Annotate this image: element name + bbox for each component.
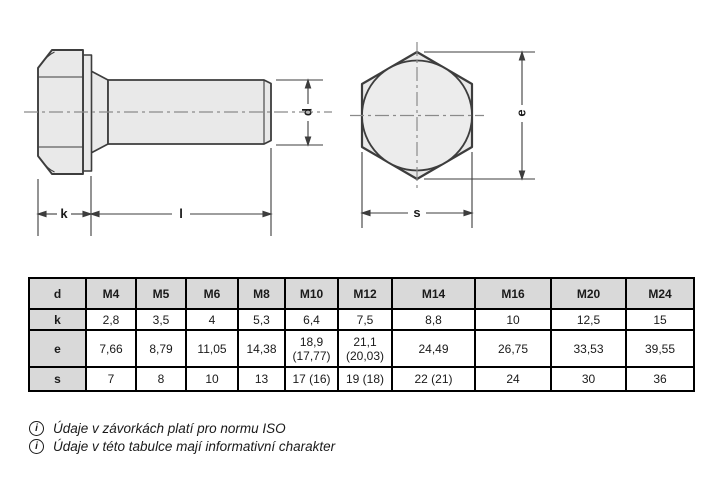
table-cell: 7,66 xyxy=(86,330,136,367)
table-cell: 8,79 xyxy=(136,330,186,367)
table-header-cell: M12 xyxy=(338,278,392,309)
footnotes xyxy=(29,421,335,457)
info-icon: i xyxy=(29,439,44,454)
table-cell: 15 xyxy=(626,309,694,330)
table-corner-cell: d xyxy=(29,278,86,309)
footnote-text: Údaje v závorkách platí pro normu ISO xyxy=(53,421,286,436)
table-header-cell: M14 xyxy=(392,278,475,309)
table-cell: 8,8 xyxy=(392,309,475,330)
table-header-cell: M5 xyxy=(136,278,186,309)
table-cell: 10 xyxy=(186,367,238,391)
footnote-text: Údaje v této tabulce mají informativní charakter xyxy=(53,439,336,454)
table-cell: 39,55 xyxy=(626,330,694,367)
table-cell: 8 xyxy=(136,367,186,391)
table-cell: 11,05 xyxy=(186,330,238,367)
table-header-cell: M24 xyxy=(626,278,694,309)
table-cell: 18,9 (17,77) xyxy=(285,330,338,367)
table-header-cell: M20 xyxy=(551,278,626,309)
table-row-label: s xyxy=(29,367,86,391)
table-cell: 5,3 xyxy=(238,309,285,330)
table-cell: 14,38 xyxy=(238,330,285,367)
dimension-label-k: k xyxy=(60,206,68,221)
dimension-label-e: e xyxy=(513,109,529,117)
table-cell: 13 xyxy=(238,367,285,391)
table-cell: 7 xyxy=(86,367,136,391)
table-cell: 7,5 xyxy=(338,309,392,330)
table-cell: 6,4 xyxy=(285,309,338,330)
table-header-cell: M16 xyxy=(475,278,551,309)
table-header-cell: M4 xyxy=(86,278,136,309)
table-cell: 3,5 xyxy=(136,309,186,330)
table-cell: 4 xyxy=(186,309,238,330)
info-icon: i xyxy=(29,421,44,436)
table-row-label: k xyxy=(29,309,86,330)
table-cell: 33,53 xyxy=(551,330,626,367)
table-cell: 10 xyxy=(475,309,551,330)
table-cell: 26,75 xyxy=(475,330,551,367)
dimension-label-l: l xyxy=(179,206,183,221)
dimension-label-s: s xyxy=(413,205,421,220)
table-cell: 19 (18) xyxy=(338,367,392,391)
footnote-item xyxy=(29,421,335,436)
table-row-label: e xyxy=(29,330,86,367)
dimension-table xyxy=(28,277,695,392)
table-cell: 17 (16) xyxy=(285,367,338,391)
dimension-label-d: d xyxy=(299,108,315,116)
table-header-cell: M6 xyxy=(186,278,238,309)
bolt-head-view xyxy=(350,42,484,190)
table-cell: 36 xyxy=(626,367,694,391)
table-cell: 24,49 xyxy=(392,330,475,367)
footnote-item xyxy=(29,439,335,454)
table-cell: 24 xyxy=(475,367,551,391)
table-section xyxy=(28,277,695,392)
table-header-cell: M10 xyxy=(285,278,338,309)
table-cell: 22 (21) xyxy=(392,367,475,391)
table-cell: 30 xyxy=(551,367,626,391)
table-cell: 2,8 xyxy=(86,309,136,330)
table-header-cell: M8 xyxy=(238,278,285,309)
table-cell: 21,1 (20,03) xyxy=(338,330,392,367)
table-cell: 12,5 xyxy=(551,309,626,330)
